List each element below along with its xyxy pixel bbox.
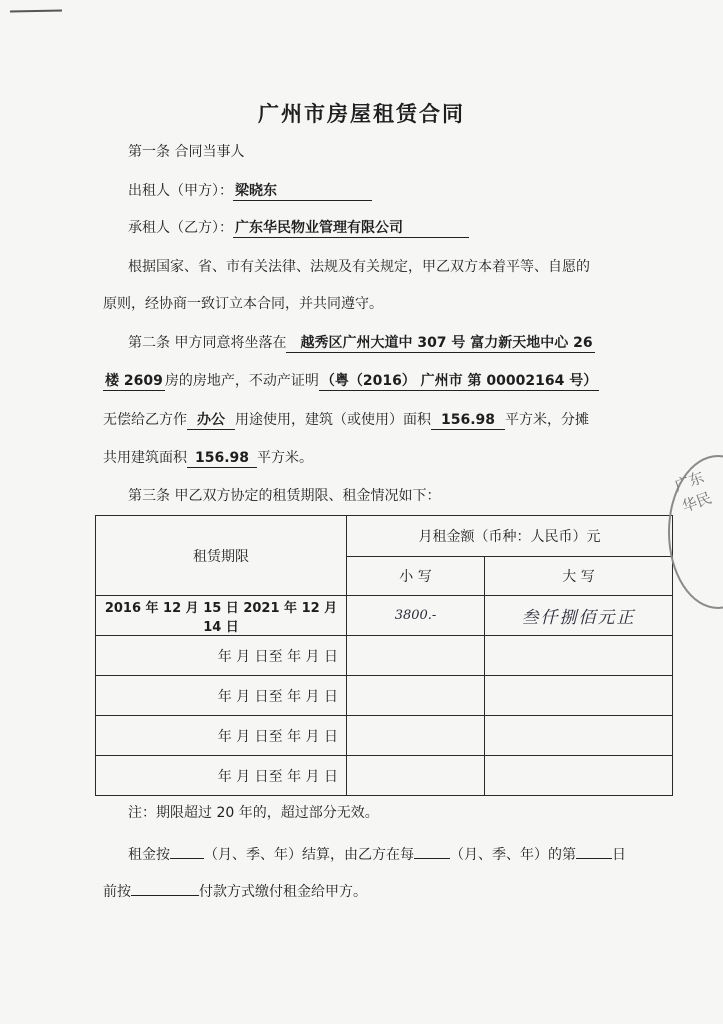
- table-row: [96, 716, 673, 756]
- payment-line-2: [103, 880, 367, 902]
- lessor-label: 出租人（甲方）：: [128, 183, 233, 199]
- article-2-line-3: [103, 410, 589, 430]
- lease-period-cell: 年 月 日至 年 月 日: [96, 676, 347, 716]
- article-2-line-2: [103, 371, 599, 391]
- preamble-line-1: 根据国家、省、市有关法律、法规及有关规定，甲乙双方本着平等、自愿的: [128, 259, 590, 275]
- use-label: 无偿给乙方作: [103, 412, 187, 428]
- shared-area-value: 156.98: [187, 450, 257, 468]
- article-2-line-4: [103, 448, 313, 468]
- payment-line-1: [128, 843, 626, 865]
- payment-day-blank: [576, 843, 612, 859]
- header-uppercase-amount: 大 写: [485, 557, 673, 596]
- payment-text-b: （月、季、年）结算，由乙方在每: [204, 847, 414, 863]
- article-2-line-1: [128, 333, 595, 353]
- rent-lowercase-cell: [347, 636, 485, 676]
- property-address-a: 越秀区广州大道中 307 号 富力新天地中心 26: [286, 335, 594, 353]
- payment-period-blank: [414, 843, 450, 859]
- property-cert-label: 房的房地产，不动产证明: [164, 373, 319, 389]
- area-label: 用途使用，建筑（或使用）面积: [235, 412, 431, 428]
- payment-text-c: （月、季、年）的第: [450, 847, 576, 863]
- payment-text-f: 付款方式缴付租金给甲方。: [199, 884, 367, 900]
- lessee-name: 广东华民物业管理有限公司: [233, 220, 469, 238]
- lease-period-cell: 年 月 日至 年 月 日: [96, 716, 347, 756]
- payment-text-d: 日: [612, 847, 626, 863]
- property-address-b: 楼 2609: [105, 373, 163, 389]
- table-row: [96, 756, 673, 796]
- lease-period-cell: 年 月 日至 年 月 日: [96, 636, 347, 676]
- use-value: 办公: [187, 412, 235, 430]
- table-row: [96, 636, 673, 676]
- property-cert-number: （粤（2016） 广州市 第 00002164 号）: [320, 373, 598, 389]
- rent-uppercase-cell: [485, 676, 673, 716]
- payment-text-a: 租金按: [128, 847, 170, 863]
- table-header-row: [96, 516, 673, 557]
- header-lowercase-amount: 小 写: [347, 557, 485, 596]
- table-row: [96, 596, 673, 636]
- article-1-heading: 第一条 合同当事人: [128, 144, 245, 160]
- header-monthly-rent: 月租金额（币种：人民币）元: [347, 516, 673, 557]
- shared-area-label: 共用建筑面积: [103, 450, 187, 466]
- shared-area-unit: 平方米。: [257, 450, 314, 466]
- lessor-line: [128, 181, 372, 201]
- area-unit: 平方米，分摊: [505, 412, 590, 428]
- lessee-line: [128, 218, 469, 238]
- rent-lowercase-cell: [347, 756, 485, 796]
- lease-period-cell: 年 月 日至 年 月 日: [96, 756, 347, 796]
- settlement-period-blank: [170, 843, 204, 859]
- rent-uppercase-cell: [485, 716, 673, 756]
- scan-mark: [10, 10, 62, 13]
- lessee-label: 承租人（乙方）：: [128, 220, 233, 236]
- rent-lowercase-cell: [347, 716, 485, 756]
- rent-uppercase-cell: 叁仟捌佰元正: [485, 596, 673, 636]
- term-limit-note: 注：期限超过 20 年的，超过部分无效。: [128, 805, 379, 821]
- document-title: 广州市房屋租赁合同: [258, 102, 465, 126]
- header-lease-period: 租赁期限: [96, 516, 347, 596]
- rent-uppercase-cell: [485, 636, 673, 676]
- area-value: 156.98: [431, 412, 505, 430]
- article-3-heading: 第三条 甲乙双方协定的租赁期限、租金情况如下：: [128, 488, 441, 504]
- company-seal-text: 广东华民: [672, 468, 714, 516]
- lessor-name: 梁晓东: [233, 183, 372, 201]
- rent-lowercase-cell: 3800.-: [347, 596, 485, 636]
- rent-lowercase-cell: [347, 676, 485, 716]
- preamble-line-2: 原则，经协商一致订立本合同，并共同遵守。: [103, 296, 383, 312]
- lease-period-cell: 2016 年 12 月 15 日 2021 年 12 月 14 日: [96, 596, 347, 636]
- rent-table: [95, 515, 673, 796]
- rent-uppercase-cell: [485, 756, 673, 796]
- payment-text-e: 前按: [103, 884, 131, 900]
- payment-method-blank: [131, 880, 199, 896]
- table-row: [96, 676, 673, 716]
- article-2-prefix: 第二条 甲方同意将坐落在: [128, 335, 287, 351]
